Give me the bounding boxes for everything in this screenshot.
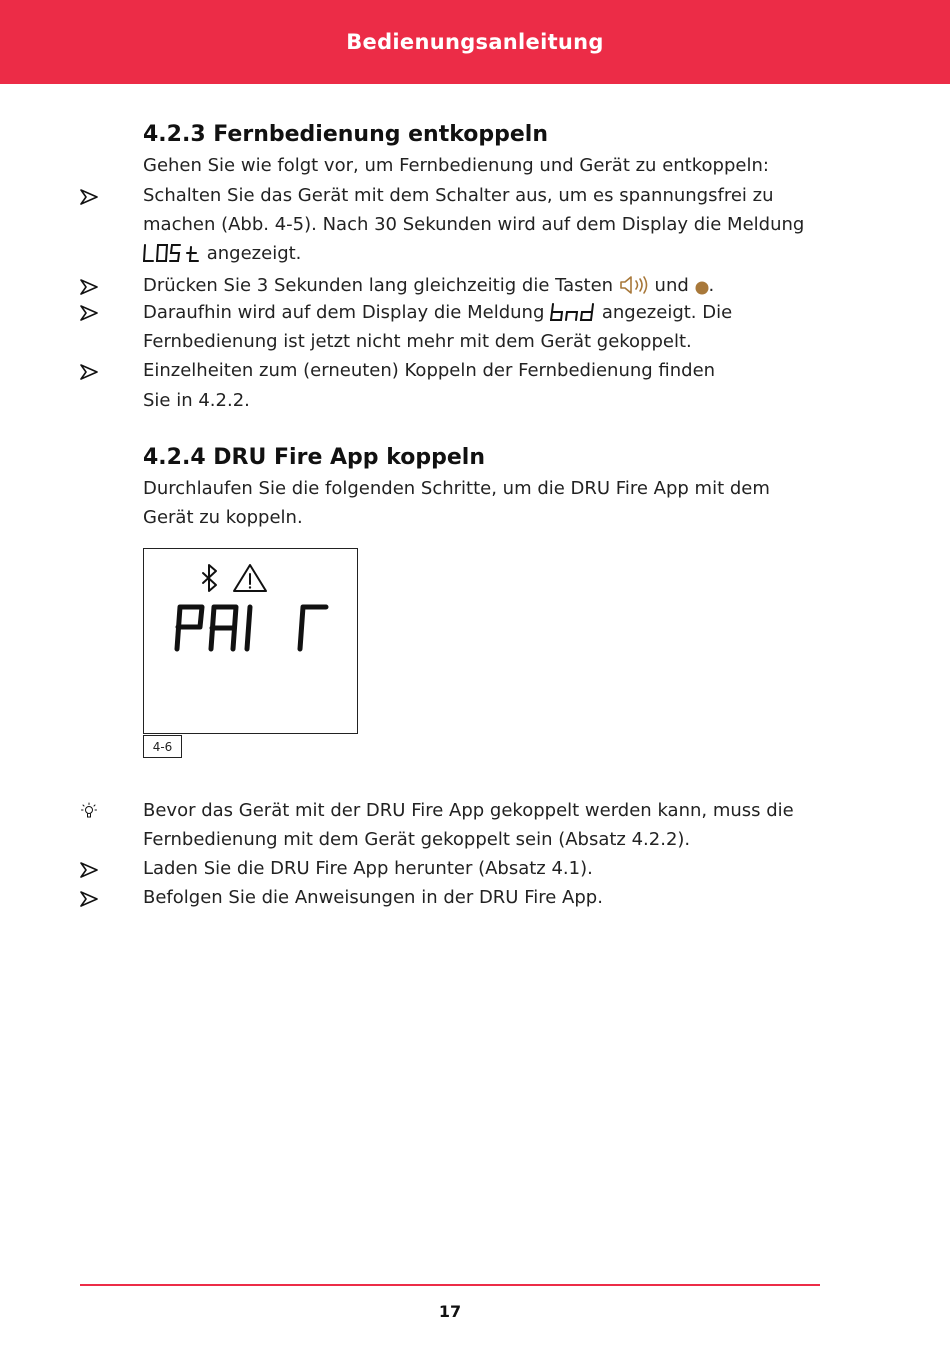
tip-text: Fernbedienung mit dem Gerät gekoppelt sein (Absatz 4.2.2). (143, 829, 691, 850)
section-heading-4-2-3: 4.2.3 Fernbedienung entkoppeln (143, 122, 549, 147)
lcd-pair-text (177, 607, 326, 649)
tip-text: Bevor das Gerät mit der DRU Fire App gekoppelt werden kann, muss die (143, 800, 794, 821)
step-text-lcd-line (143, 243, 301, 269)
step-text-buttons (143, 275, 714, 301)
display-figure (143, 548, 358, 734)
bluetooth-icon (203, 565, 216, 591)
arrowhead-bullet-icon (80, 305, 98, 321)
step-text: angezeigt. Die (601, 302, 733, 323)
step-text: Laden Sie die DRU Fire App herunter (Absatz 4.1). (143, 858, 593, 879)
step-text-lcd-line (143, 302, 732, 328)
arrowhead-bullet-icon (80, 891, 98, 907)
step-text: Daraufhin wird auf dem Display die Meldung (143, 302, 545, 323)
step-text: Schalten Sie das Gerät mit dem Schalter aus, um es spannungsfrei zu (143, 185, 774, 206)
step-text: und (654, 275, 689, 296)
arrowhead-bullet-icon (80, 279, 98, 295)
section-intro: Gerät zu koppeln. (143, 507, 303, 528)
warning-icon (234, 565, 266, 591)
figure-label: 4-6 (143, 735, 182, 758)
page-header (0, 0, 950, 84)
lcd-text-bnd (550, 302, 596, 328)
arrowhead-bullet-icon (80, 364, 98, 380)
step-text: Fernbedienung ist jetzt nicht mehr mit dem Gerät gekoppelt. (143, 331, 692, 352)
step-text: . (708, 275, 715, 296)
lcd-text-lost (143, 243, 201, 269)
arrowhead-bullet-icon (80, 862, 98, 878)
step-text: machen (Abb. 4-5). Nach 30 Sekunden wird auf dem Display die Meldung (143, 214, 805, 235)
lightbulb-icon (80, 802, 98, 820)
step-text: Drücken Sie 3 Sekunden lang gleichzeitig die Tasten (143, 275, 614, 296)
section-intro: Gehen Sie wie folgt vor, um Fernbedienung und Gerät zu entkoppeln: (143, 155, 769, 176)
step-text: Einzelheiten zum (erneuten) Koppeln der Fernbedienung finden (143, 360, 716, 381)
arrowhead-bullet-icon (80, 189, 98, 205)
section-heading-4-2-4: 4.2.4 DRU Fire App koppeln (143, 445, 485, 470)
dot-icon (695, 279, 709, 301)
page-number: 17 (438, 1302, 462, 1321)
step-text: angezeigt. (206, 243, 302, 264)
section-intro: Durchlaufen Sie die folgenden Schritte, um die DRU Fire App mit dem (143, 478, 770, 499)
step-text: Sie in 4.2.2. (143, 390, 250, 411)
step-text: Befolgen Sie die Anweisungen in der DRU Fire App. (143, 887, 603, 908)
footer-rule (80, 1284, 820, 1286)
header-title: Bedienungsanleitung (346, 30, 604, 54)
speaker-icon (619, 275, 649, 301)
